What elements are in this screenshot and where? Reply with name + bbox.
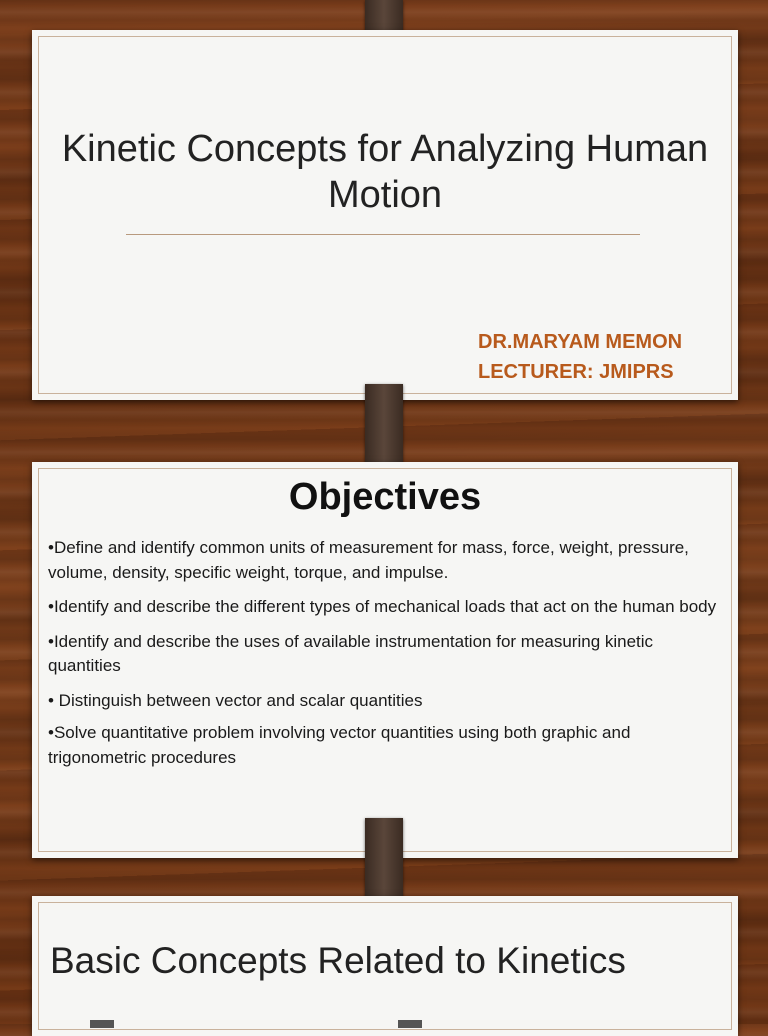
slide-objectives [32, 462, 738, 858]
author-block [478, 327, 682, 387]
author-name: DR.MARYAM MEMON [478, 331, 683, 353]
slide-title-heading: Kinetic Concepts for Analyzing Human Motion [61, 128, 709, 216]
list-item: •Define and identify common units of measurement for mass, force, weight, pressure, volume, density, specific weight, torque, and impulse. [48, 538, 689, 582]
objectives-list [48, 536, 728, 780]
slide-tab-left [90, 1020, 114, 1028]
slide-tab-right [398, 1020, 422, 1028]
objectives-heading: Objectives [288, 476, 482, 518]
list-item: • Distinguish between vector and scalar quantities [48, 690, 423, 710]
list-item: •Solve quantitative problem involving vector quantities using both graphic and trigonometric procedures [48, 723, 631, 767]
author-role: LECTURER: JMIPRS [478, 361, 674, 383]
slide-basic-concepts [32, 896, 738, 1036]
title-divider [126, 234, 640, 235]
slide-title [32, 30, 738, 400]
list-item: •Identify and describe the uses of available instrumentation for measuring kinetic quantities [48, 631, 654, 675]
list-item: •Identify and describe the different types of mechanical loads that act on the human body [48, 597, 717, 616]
basic-concepts-heading: Basic Concepts Related to Kinetics [50, 940, 626, 981]
